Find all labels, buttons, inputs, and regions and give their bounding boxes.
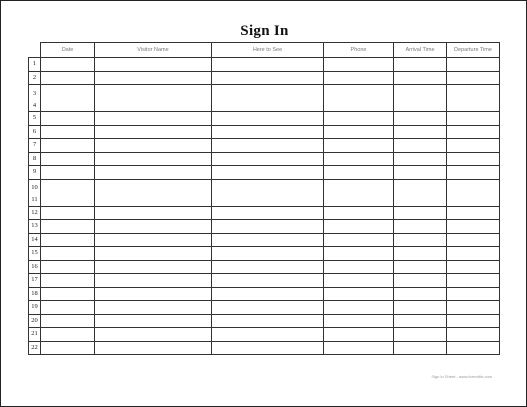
table-row (29, 247, 500, 261)
row-number (29, 179, 41, 206)
table-row (29, 287, 500, 301)
row-number-label: 2 (32, 73, 37, 81)
visitor-name-cell[interactable] (95, 139, 212, 153)
sign-in-table (28, 42, 500, 355)
arrival-time-cell[interactable] (394, 139, 447, 153)
table-row (29, 58, 500, 72)
table-row (29, 274, 500, 288)
phone-cell[interactable] (324, 71, 394, 85)
phone-cell[interactable] (324, 206, 394, 220)
arrival-time-cell[interactable] (394, 125, 447, 139)
here-to-see-cell[interactable] (212, 301, 324, 315)
visitor-name-cell[interactable] (95, 125, 212, 139)
here-to-see-cell[interactable] (212, 112, 324, 126)
phone-cell[interactable] (324, 112, 394, 126)
departure-time-cell[interactable] (447, 112, 500, 126)
date-cell[interactable] (41, 260, 95, 274)
row-number (29, 85, 41, 112)
row-number-label: 15 (31, 249, 38, 257)
visitor-name-cell[interactable] (95, 301, 212, 315)
here-to-see-cell[interactable] (212, 287, 324, 301)
arrival-time-cell[interactable] (394, 233, 447, 247)
date-cell[interactable] (41, 287, 95, 301)
table-row (29, 328, 500, 342)
phone-cell[interactable] (324, 260, 394, 274)
here-to-see-cell[interactable] (212, 341, 324, 355)
row-number (29, 287, 41, 301)
column-header-here-to-see: Here to See (212, 43, 324, 58)
departure-time-cell[interactable] (447, 233, 500, 247)
departure-time-cell[interactable] (447, 71, 500, 85)
departure-time-cell[interactable] (447, 85, 500, 112)
date-cell[interactable] (41, 166, 95, 180)
row-number-label: 22 (31, 343, 38, 351)
date-cell[interactable] (41, 125, 95, 139)
visitor-name-cell[interactable] (95, 287, 212, 301)
date-cell[interactable] (41, 71, 95, 85)
phone-cell[interactable] (324, 179, 394, 206)
phone-cell[interactable] (324, 125, 394, 139)
arrival-time-cell[interactable] (394, 220, 447, 234)
departure-time-cell[interactable] (447, 301, 500, 315)
here-to-see-cell[interactable] (212, 220, 324, 234)
table-row (29, 139, 500, 153)
phone-cell[interactable] (324, 301, 394, 315)
arrival-time-cell[interactable] (394, 341, 447, 355)
table-row (29, 260, 500, 274)
date-cell[interactable] (41, 152, 95, 166)
row-number-label: 3 (32, 89, 37, 97)
departure-time-cell[interactable] (447, 166, 500, 180)
row-number-label: 5 (32, 114, 37, 122)
phone-cell[interactable] (324, 341, 394, 355)
row-number-label: 19 (31, 303, 38, 311)
here-to-see-cell[interactable] (212, 233, 324, 247)
column-header-visitor-name: Visitor Name (95, 43, 212, 58)
date-cell[interactable] (41, 274, 95, 288)
row-number (29, 152, 41, 166)
visitor-name-cell[interactable] (95, 152, 212, 166)
column-header-arrival-time: Arrival Time (394, 43, 447, 58)
table-row (29, 314, 500, 328)
departure-time-cell[interactable] (447, 314, 500, 328)
arrival-time-cell[interactable] (394, 152, 447, 166)
row-number-label: 10 (31, 184, 38, 191)
date-cell[interactable] (41, 247, 95, 261)
arrival-time-cell[interactable] (394, 71, 447, 85)
table-row (29, 125, 500, 139)
here-to-see-cell[interactable] (212, 179, 324, 206)
departure-time-cell[interactable] (447, 274, 500, 288)
phone-cell[interactable] (324, 274, 394, 288)
row-number-label: 21 (31, 330, 38, 338)
departure-time-cell[interactable] (447, 206, 500, 220)
here-to-see-cell[interactable] (212, 58, 324, 72)
date-cell[interactable] (41, 85, 95, 112)
table-body (29, 58, 500, 355)
visitor-name-cell[interactable] (95, 206, 212, 220)
table-row (29, 233, 500, 247)
arrival-time-cell[interactable] (394, 112, 447, 126)
phone-cell[interactable] (324, 58, 394, 72)
visitor-name-cell[interactable] (95, 247, 212, 261)
visitor-name-cell[interactable] (95, 260, 212, 274)
here-to-see-cell[interactable] (212, 139, 324, 153)
date-cell[interactable] (41, 179, 95, 206)
visitor-name-cell[interactable] (95, 233, 212, 247)
table-row (29, 152, 500, 166)
footer-credit: Sign In Sheet - www.formville.com (431, 374, 492, 379)
here-to-see-cell[interactable] (212, 260, 324, 274)
row-number-label: 8 (32, 154, 37, 162)
table-header-row (29, 43, 500, 58)
row-number-label: 6 (32, 127, 37, 135)
phone-cell[interactable] (324, 287, 394, 301)
row-number (29, 166, 41, 180)
arrival-time-cell[interactable] (394, 287, 447, 301)
departure-time-cell[interactable] (447, 247, 500, 261)
row-number-label: 17 (31, 276, 38, 284)
row-number (29, 71, 41, 85)
table-row (29, 301, 500, 315)
phone-cell[interactable] (324, 152, 394, 166)
here-to-see-cell[interactable] (212, 85, 324, 112)
row-number (29, 301, 41, 315)
row-number (29, 206, 41, 220)
row-number-label: 4 (32, 101, 37, 109)
arrival-time-cell[interactable] (394, 314, 447, 328)
departure-time-cell[interactable] (447, 179, 500, 206)
departure-time-cell[interactable] (447, 125, 500, 139)
here-to-see-cell[interactable] (212, 206, 324, 220)
departure-time-cell[interactable] (447, 328, 500, 342)
date-cell[interactable] (41, 58, 95, 72)
arrival-time-cell[interactable] (394, 247, 447, 261)
row-number (29, 274, 41, 288)
departure-time-cell[interactable] (447, 139, 500, 153)
row-number (29, 328, 41, 342)
arrival-time-cell[interactable] (394, 206, 447, 220)
row-number-label: 7 (32, 141, 37, 149)
date-cell[interactable] (41, 314, 95, 328)
visitor-name-cell[interactable] (95, 179, 212, 206)
phone-cell[interactable] (324, 139, 394, 153)
row-number (29, 139, 41, 153)
row-number-label: 11 (31, 196, 38, 203)
visitor-name-cell[interactable] (95, 71, 212, 85)
date-cell[interactable] (41, 328, 95, 342)
date-cell[interactable] (41, 301, 95, 315)
departure-time-cell[interactable] (447, 220, 500, 234)
visitor-name-cell[interactable] (95, 314, 212, 328)
date-cell[interactable] (41, 206, 95, 220)
visitor-name-cell[interactable] (95, 341, 212, 355)
visitor-name-cell[interactable] (95, 85, 212, 112)
table-row (29, 341, 500, 355)
form-title: Sign In (240, 23, 289, 39)
arrival-time-cell[interactable] (394, 179, 447, 206)
table-row (29, 71, 500, 85)
row-number (29, 314, 41, 328)
arrival-time-cell[interactable] (394, 328, 447, 342)
table-row (29, 85, 500, 112)
visitor-name-cell[interactable] (95, 112, 212, 126)
column-header-phone: Phone (324, 43, 394, 58)
row-number (29, 341, 41, 355)
arrival-time-cell[interactable] (394, 260, 447, 274)
here-to-see-cell[interactable] (212, 328, 324, 342)
row-number (29, 247, 41, 261)
visitor-name-cell[interactable] (95, 220, 212, 234)
row-number-label: 20 (31, 316, 38, 324)
row-number (29, 220, 41, 234)
row-number-label: 12 (31, 208, 38, 216)
row-number-label: 18 (31, 289, 38, 297)
arrival-time-cell[interactable] (394, 274, 447, 288)
here-to-see-cell[interactable] (212, 314, 324, 328)
departure-time-cell[interactable] (447, 287, 500, 301)
phone-cell[interactable] (324, 233, 394, 247)
date-cell[interactable] (41, 341, 95, 355)
phone-cell[interactable] (324, 314, 394, 328)
column-header-date: Date (41, 43, 95, 58)
row-number (29, 112, 41, 126)
phone-cell[interactable] (324, 85, 394, 112)
row-number-label: 13 (31, 222, 38, 230)
table-row (29, 112, 500, 126)
phone-cell[interactable] (324, 166, 394, 180)
corner-cell (29, 43, 41, 58)
row-number-label: 14 (31, 235, 38, 243)
phone-cell[interactable] (324, 247, 394, 261)
row-number (29, 58, 41, 72)
departure-time-cell[interactable] (447, 58, 500, 72)
row-number-label: 1 (32, 60, 37, 68)
column-header-departure-time: Departure Time (447, 43, 500, 58)
date-cell[interactable] (41, 233, 95, 247)
departure-time-cell[interactable] (447, 260, 500, 274)
phone-cell[interactable] (324, 328, 394, 342)
visitor-name-cell[interactable] (95, 166, 212, 180)
arrival-time-cell[interactable] (394, 58, 447, 72)
here-to-see-cell[interactable] (212, 71, 324, 85)
row-number-label: 9 (32, 168, 37, 176)
row-number (29, 260, 41, 274)
here-to-see-cell[interactable] (212, 125, 324, 139)
row-number (29, 125, 41, 139)
row-number-label: 16 (31, 262, 38, 270)
here-to-see-cell[interactable] (212, 247, 324, 261)
arrival-time-cell[interactable] (394, 166, 447, 180)
here-to-see-cell[interactable] (212, 152, 324, 166)
visitor-name-cell[interactable] (95, 328, 212, 342)
arrival-time-cell[interactable] (394, 301, 447, 315)
date-cell[interactable] (41, 220, 95, 234)
table-row (29, 166, 500, 180)
visitor-name-cell[interactable] (95, 274, 212, 288)
phone-cell[interactable] (324, 220, 394, 234)
departure-time-cell[interactable] (447, 341, 500, 355)
date-cell[interactable] (41, 112, 95, 126)
here-to-see-cell[interactable] (212, 166, 324, 180)
table-row (29, 206, 500, 220)
visitor-name-cell[interactable] (95, 58, 212, 72)
here-to-see-cell[interactable] (212, 274, 324, 288)
table-row (29, 220, 500, 234)
date-cell[interactable] (41, 139, 95, 153)
row-number (29, 233, 41, 247)
table-row (29, 179, 500, 206)
departure-time-cell[interactable] (447, 152, 500, 166)
arrival-time-cell[interactable] (394, 85, 447, 112)
